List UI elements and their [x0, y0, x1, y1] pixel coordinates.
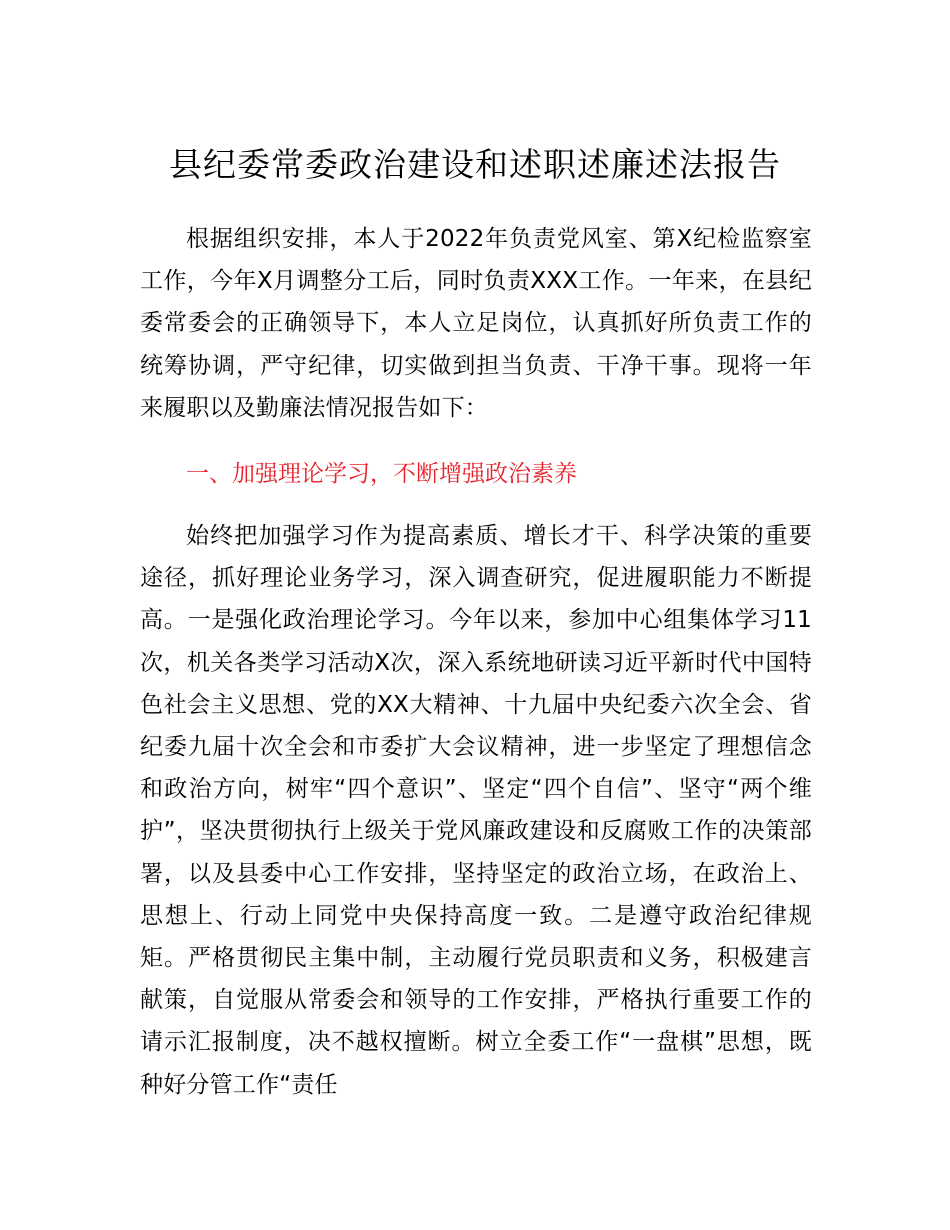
intro-paragraph: 根据组织安排，本人于2022年负责党风室、第X纪检监察室工作，今年X月调整分工后，同时负责XXX工作。一年来，在县纪委常委会的正确领导下，本人立足岗位，认真抓好所负责工作的统筹协调，严守纪律，切实做到担当负责、干净干事。现将一年来履职以及勤廉法情况报告如下：	[140, 226, 812, 421]
document-title: 县纪委常委政治建设和述职述廉述法报告	[169, 145, 781, 184]
section-paragraph: 始终把加强学习作为提高素质、增长才干、科学决策的重要途径，抓好理论业务学习，深入调查研究，促进履职能力不断提高。一是强化政治理论学习。今年以来，参加中心组集体学习11次，机关各类学习活动X次，深入系统地研读习近平新时代中国特色社会主义思想、党的XX大精神、十九届中央纪委六次全会、省纪委九届十次全会和市委扩大会议精神，进一步坚定了理想信念和政治方向，树牢“四个意识”、坚定“四个自信”、坚守“两个维护”，坚决贯彻执行上级关于党风廉政建设和反腐败工作的决策部署，以及县委中心工作安排，坚持坚定的政治立场，在政治上、思想上、行动上同党中央保持高度一致。二是遵守政治纪律规矩。严格贯彻民主集中制，主动履行党员职责和义务，积极建言献策，自觉服从常委会和领导的工作安排，严格执行重要工作的请示汇报制度，决不越权擅断。树立全委工作“一盘棋”思想，既种好分管工作“责任	[140, 523, 812, 1098]
section-heading: 一、加强理论学习，不断增强政治素养	[186, 461, 577, 487]
